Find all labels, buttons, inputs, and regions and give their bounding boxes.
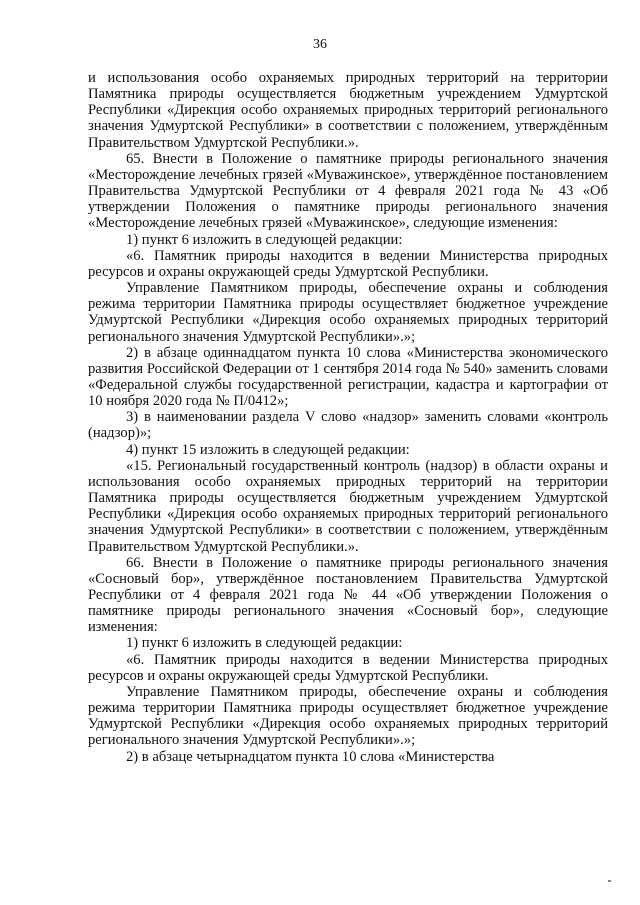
paragraph-subitem-4: 4) пункт 15 изложить в следующей редакции: xyxy=(126,441,410,458)
scan-artifact xyxy=(608,880,611,882)
paragraph-quote-point-6: «6. Памятник природы находится в ведении Министерства природных ресурсов и охраны окружающей среды Удмуртской Республики. xyxy=(88,651,608,684)
paragraph-item-65: 65. Внести в Положение о памятнике природы регионального значения «Месторождение лечебных грязей «Муважинское», утверждённое постановлением Правительства Удмуртской Республики от 4 февраля 2021 года № 43 «Об утверждении Положения о памятнике природы регионального значения «Месторождение лечебных грязей «Муважинское», следующие изменения: xyxy=(88,150,608,232)
paragraph-subitem-1: 1) пункт 6 изложить в следующей редакции: xyxy=(126,231,403,248)
paragraph-item-66: 66. Внести в Положение о памятнике природы регионального значения «Сосновый бор», утверждённое постановлением Правительства Удмуртской Республики от 4 февраля 2021 года № 44 «Об утверждении Положения о памятнике природы регионального значения «Сосновый бор», следующие изменения: xyxy=(88,554,608,636)
paragraph-subitem-3: 3) в наименовании раздела V слово «надзор» заменить словами «контроль (надзор)»; xyxy=(88,409,608,442)
paragraph-quote-point-6: «6. Памятник природы находится в ведении Министерства природных ресурсов и охраны окружающей среды Удмуртской Республики. xyxy=(88,247,608,280)
page-number: 36 xyxy=(313,37,327,52)
paragraph-quote-management: Управление Памятником природы, обеспечение охраны и соблюдения режима территории Памятника природы осуществляет бюджетное учреждение Удмуртской Республики «Дирекция особо охраняемых природных территорий регионального значения Удмуртской Республики».»; xyxy=(88,683,608,749)
paragraph-quote-management: Управление Памятником природы, обеспечение охраны и соблюдения режима территории Памятника природы осуществляет бюджетное учреждение Удмуртской Республики «Дирекция особо охраняемых природных территорий регионального значения Удмуртской Республики».»; xyxy=(88,280,608,345)
paragraph-subitem-2: 2) в абзаце одиннадцатом пункта 10 слова «Министерства экономического развития Российской Федерации от 1 сентября 2014 года № 540» заменить словами «Федеральной службы государственной регистрации, кадастра и картографии от 10 ноября 2020 года № П/0412»; xyxy=(88,344,608,410)
paragraph-subitem-2: 2) в абзаце четырнадцатом пункта 10 слова «Министерства xyxy=(126,748,495,765)
document-body xyxy=(88,70,608,765)
paragraph-quote-point-15: «15. Региональный государственный контроль (надзор) в области охраны и использования особо охраняемых природных территорий на территории Памятника природы осуществляется бюджетным учреждением Удмуртской Республики «Дирекция особо охраняемых природных территорий регионального значения Удмуртской Республики» в соответствии с положением, утверждённым Правительством Удмуртской Республики.». xyxy=(88,457,608,555)
paragraph-continuation: и использования особо охраняемых природных территорий на территории Памятника природы осуществляется бюджетным учреждением Удмуртской Республики «Дирекция особо охраняемых природных территорий регионального значения Удмуртской Республики» в соответствии с положением, утверждённым Правительством Удмуртской Республики.». xyxy=(88,70,608,151)
paragraph-subitem-1: 1) пункт 6 изложить в следующей редакции: xyxy=(126,635,403,652)
